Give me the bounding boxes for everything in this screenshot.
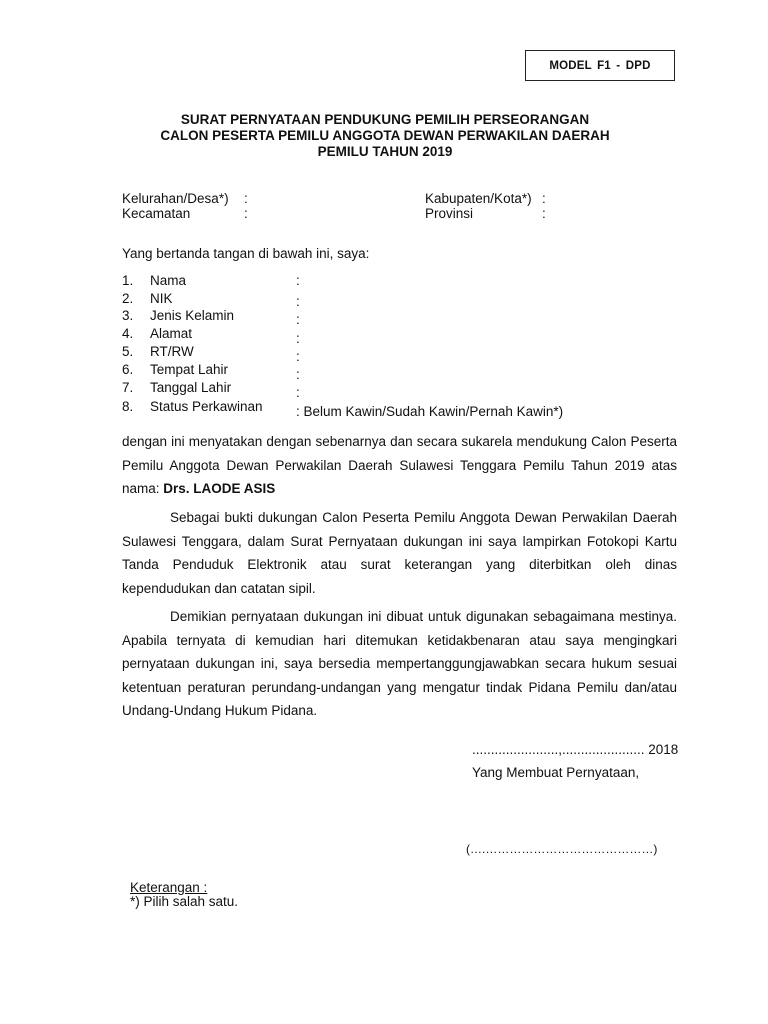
signature-date-line: .......................,...................... 2018 <box>472 742 679 757</box>
field-number: 1. <box>122 273 134 288</box>
model-label-box <box>525 50 675 81</box>
field-number: 8. <box>122 399 134 414</box>
field-number: 6. <box>122 362 134 377</box>
signature-maker-label: Yang Membuat Pernyataan, <box>472 765 640 780</box>
field-value-alamat: : <box>296 331 300 346</box>
kecamatan-label: Kecamatan <box>122 206 191 221</box>
field-label-rt-rw: RT/RW <box>150 344 194 359</box>
title-line-3: PEMILU TAHUN 2019 <box>317 144 453 159</box>
field-value-jenis-kelamin: : <box>296 312 300 327</box>
field-number: 7. <box>122 380 134 395</box>
provinsi-label: Provinsi <box>425 206 474 221</box>
field-label-status-perkawinan: Status Perkawinan <box>150 399 263 414</box>
model-label: MODEL F1 - DPD <box>549 59 651 72</box>
field-number: 3. <box>122 308 134 323</box>
field-value-tempat-lahir: : <box>296 367 300 382</box>
statement-paragraph <box>122 430 677 501</box>
evidence-text: Sebagai bukti dukungan Calon Peserta Pemilu Anggota Dewan Perwakilan Daerah Sulawesi Tenggara, dalam Surat Pernyataan dukungan ini saya lampirkan Fotokopi Kartu Tanda Penduduk Elektronik atau surat keterangan yang diterbitkan oleh dinas kependudukan dan catatan sipil. <box>122 510 677 596</box>
kecamatan-colon: : <box>244 206 248 221</box>
evidence-paragraph <box>122 506 677 600</box>
field-label-nama: Nama <box>150 273 187 288</box>
field-label-tanggal-lahir: Tanggal Lahir <box>150 380 232 395</box>
signature-name-line: (….……………………………………) <box>466 842 658 856</box>
kelurahan-colon: : <box>244 191 248 206</box>
provinsi-colon: : <box>542 206 546 221</box>
note-heading: Keterangan : <box>130 880 208 895</box>
field-value-nik: : <box>296 294 300 309</box>
statement-text: dengan ini menyatakan dengan sebenarnya dan secara sukarela mendukung Calon Peserta Pemilu Anggota Dewan Perwakilan Daerah Sulawesi Tenggara Pemilu Tahun 2019 atas nama: <box>122 434 677 496</box>
closing-paragraph <box>122 605 677 723</box>
field-value-nama: : <box>296 273 300 288</box>
title-line-1: SURAT PERNYATAAN PENDUKUNG PEMILIH PERSEORANGAN <box>180 112 590 127</box>
closing-text: Demikian pernyataan dukungan ini dibuat untuk digunakan sebagaimana mestinya. Apabila ternyata di kemudian hari ditemukan ketidakbenaran atau saya mengingkari pernyataan dukungan ini, saya bersedia mempertanggungjawabkan secara hukum sesuai ketentuan peraturan perundang-undangan yang mengatur tindak Pidana Pemilu dan/atau Undang-Undang Hukum Pidana. <box>122 609 677 718</box>
kabupaten-label: Kabupaten/Kota*) <box>425 191 532 206</box>
field-number: 5. <box>122 344 134 359</box>
field-number: 4. <box>122 326 134 341</box>
field-label-tempat-lahir: Tempat Lahir <box>150 362 229 377</box>
field-value-status-perkawinan: : Belum Kawin/Sudah Kawin/Pernah Kawin*) <box>296 404 564 419</box>
candidate-name: Drs. LAODE ASIS <box>163 481 276 496</box>
field-label-jenis-kelamin: Jenis Kelamin <box>150 308 235 323</box>
field-value-rt-rw: : <box>296 349 300 364</box>
kabupaten-colon: : <box>542 191 546 206</box>
field-label-nik: NIK <box>150 290 173 306</box>
field-number: 2. <box>122 290 134 306</box>
field-label-alamat: Alamat <box>150 326 193 341</box>
kelurahan-label: Kelurahan/Desa*) <box>122 191 229 206</box>
intro-text: Yang bertanda tangan di bawah ini, saya: <box>122 246 370 261</box>
title-line-2: CALON PESERTA PEMILU ANGGOTA DEWAN PERWAKILAN DAERAH <box>160 128 610 143</box>
field-value-tanggal-lahir: : <box>296 385 300 400</box>
note-item: *) Pilih salah satu. <box>130 894 239 909</box>
